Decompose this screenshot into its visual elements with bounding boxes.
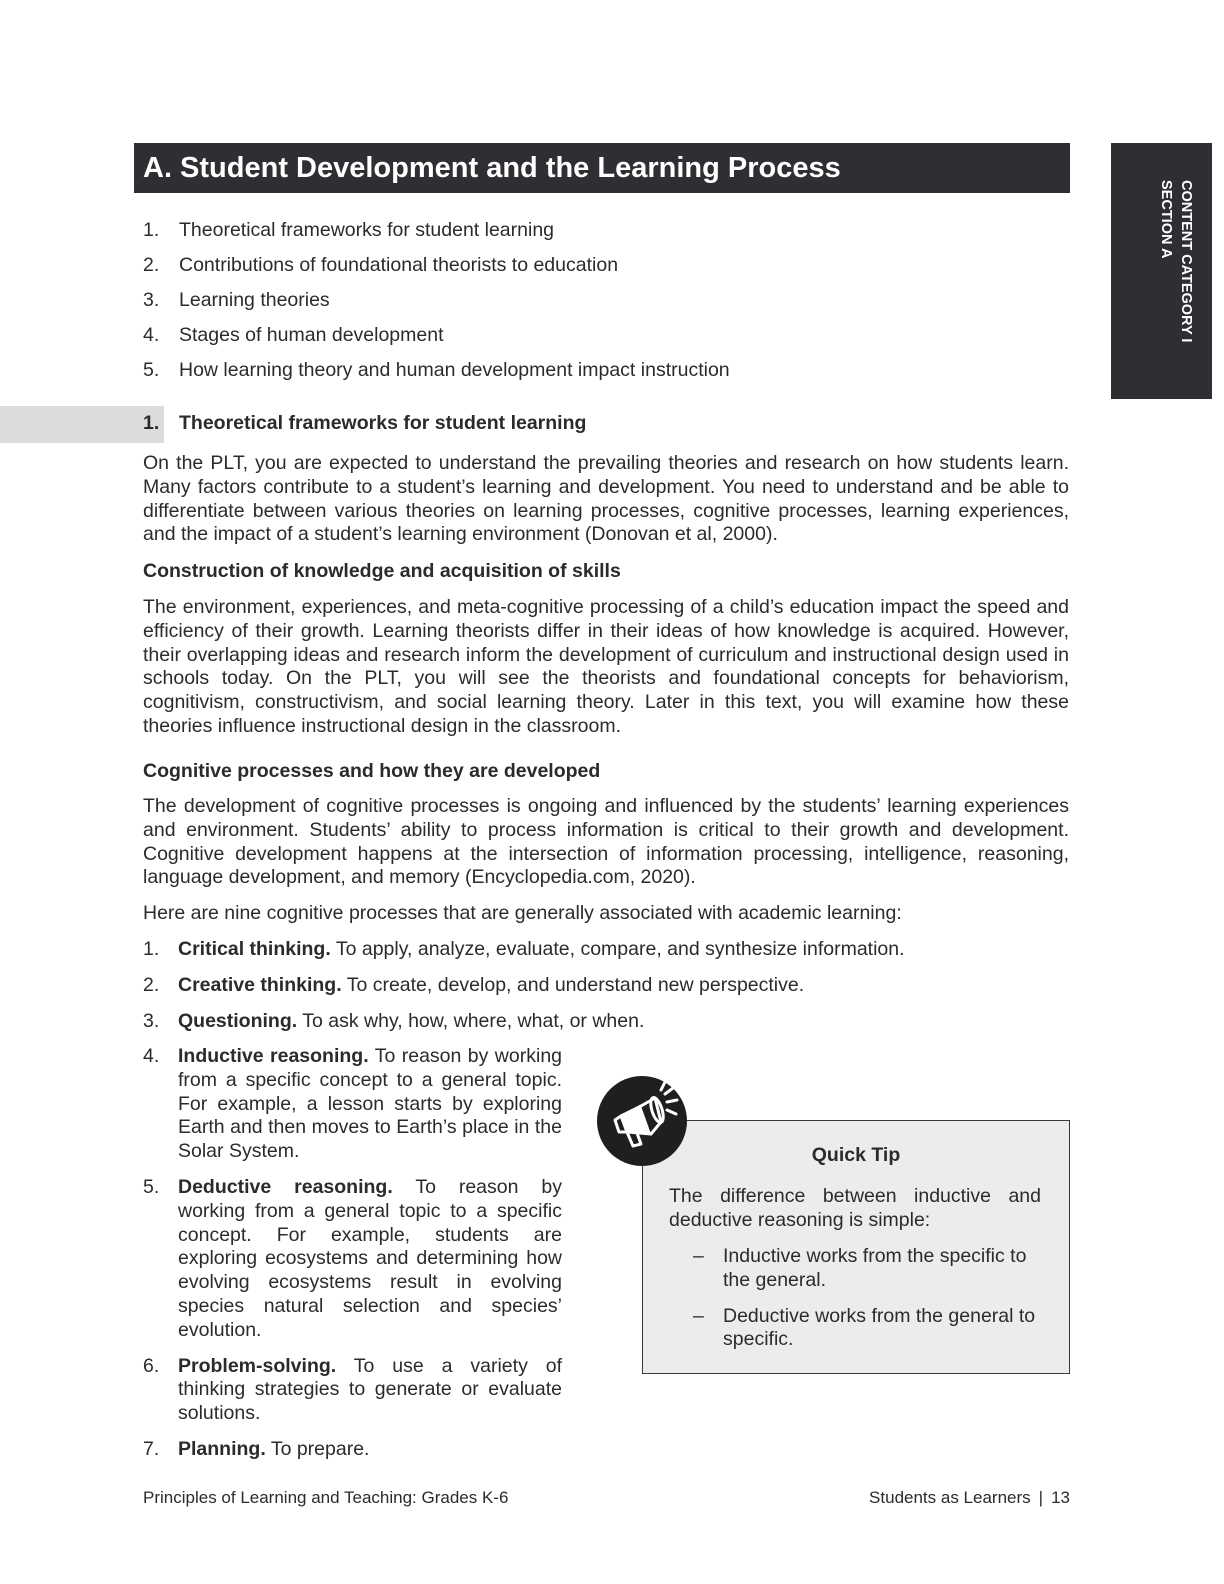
item-number: 1. <box>143 938 160 960</box>
item-term: Planning. <box>178 1437 266 1460</box>
item-number: 7. <box>143 1437 160 1460</box>
outline-item <box>143 356 943 391</box>
subsection-title: Theoretical frameworks for student learning <box>179 412 587 434</box>
quick-tip-title: Quick Tip <box>811 1144 901 1166</box>
item-number: 2. <box>143 973 160 996</box>
intro-paragraph: On the PLT, you are expected to understand the prevailing theories and research on how students learn. Many factors contribute to a student’s learning and development. You need to understand and be able to differentiate between various theories on learning processes, cognitive processes, learning experiences, and the impact of a student’s learning environment (Donovan et al, 2000). <box>143 452 1069 546</box>
item-desc: To use a variety of thinking strategies to generate or evaluate solutions. <box>178 1354 562 1425</box>
outline-item <box>143 251 943 286</box>
outline-number: 2. <box>143 254 160 276</box>
process-list-short <box>143 938 943 1033</box>
cognitive-heading: Cognitive processes and how they are developed <box>143 760 601 782</box>
page-number: 13 <box>1051 1488 1070 1507</box>
item-desc: To reason by working from a general topic to a specific concept. For example, students are exploring ecosystems and determining how evolving ecosystems result in evolving species natural selection and species’ evolution. <box>178 1175 562 1341</box>
item-term: Deductive reasoning. <box>178 1175 393 1198</box>
subsection-number: 1. <box>143 412 160 434</box>
outline-text: Theoretical frameworks for student learning <box>179 219 555 241</box>
item-term: Inductive reasoning. <box>178 1045 369 1067</box>
list-item <box>143 1010 943 1034</box>
item-desc: To apply, analyze, evaluate, compare, and synthesize information. <box>330 938 905 960</box>
cognitive-paragraph: The development of cognitive processes is ongoing and influenced by the students’ learning experiences and environment. Students’ ability to process information is critical to their growth and development. Cognitive development happens at the intersection of information processing, intelligence, reasoning, language development, and memory (Encyclopedia.com, 2020). <box>143 795 1069 889</box>
outline-text: Contributions of foundational theorists to education <box>179 254 619 276</box>
tab-line-category: CONTENT CATEGORY I <box>1178 180 1194 343</box>
list-item <box>143 1438 562 1462</box>
subsection-heading <box>143 408 586 438</box>
item-desc: To prepare. <box>265 1437 370 1460</box>
list-item <box>143 1045 562 1164</box>
item-desc: To create, develop, and understand new perspective. <box>341 973 805 996</box>
item-term: Critical thinking. <box>178 938 331 960</box>
outline-item <box>143 286 943 321</box>
tab-line-section: SECTION A <box>1158 180 1174 259</box>
list-item <box>143 938 943 962</box>
section-title: A. Student Development and the Learning Process <box>134 143 1070 193</box>
bullet-dash: – <box>693 1245 704 1267</box>
item-term: Creative thinking. <box>178 973 342 996</box>
footer-separator: | <box>1038 1488 1044 1507</box>
footer-book-title: Principles of Learning and Teaching: Grades K-6 <box>143 1488 509 1507</box>
bullet-text: Inductive works from the specific to the general. <box>723 1245 1027 1291</box>
outline-number: 3. <box>143 289 160 311</box>
outline-text: How learning theory and human development impact instruction <box>179 359 730 381</box>
quick-tip-bullets <box>669 1245 1041 1364</box>
tip-bullet <box>669 1305 1041 1353</box>
outline-text: Learning theories <box>179 289 330 311</box>
list-item <box>143 1176 562 1343</box>
section-outline <box>143 216 943 391</box>
process-list-long <box>143 1045 562 1462</box>
item-desc: To ask why, how, where, what, or when. <box>297 1009 645 1032</box>
outline-text: Stages of human development <box>179 324 444 346</box>
outline-item <box>143 216 943 251</box>
outline-number: 1. <box>143 219 160 241</box>
list-item <box>143 974 943 998</box>
footer-chapter-title: Students as Learners <box>869 1488 1031 1507</box>
tip-bullet <box>669 1245 1041 1293</box>
process-list-intro: Here are nine cognitive processes that are generally associated with academic learning: <box>143 902 902 924</box>
quick-tip-intro: The difference between inductive and deductive reasoning is simple: <box>669 1185 1041 1231</box>
outline-number: 5. <box>143 359 160 381</box>
subsection-marker <box>0 406 164 443</box>
item-number: 6. <box>143 1354 160 1377</box>
bullet-dash: – <box>693 1304 704 1327</box>
construction-heading: Construction of knowledge and acquisition of skills <box>143 560 621 582</box>
list-item <box>143 1355 562 1426</box>
item-number: 5. <box>143 1175 160 1198</box>
bullet-text: Deductive works from the general to specific. <box>723 1304 1036 1351</box>
construction-paragraph: The environment, experiences, and meta-cognitive processing of a child’s education impact the speed and efficiency of their growth. Learning theorists differ in their ideas of how knowledge is acquired. However, their overlapping ideas and research inform the development of curriculum and instructional design used in schools today. On the PLT, you will see the theorists and foundational concepts for behaviorism, cognitivism, constructivism, and social learning theory. Later in this text, you will examine how these theories influence instructional design in the classroom. <box>143 596 1069 737</box>
item-number: 3. <box>143 1009 160 1032</box>
outline-number: 4. <box>143 324 160 346</box>
outline-item <box>143 321 943 356</box>
item-desc: To reason by working from a specific concept to a general topic. For example, a lesson starts by exploring Earth and then moves to Earth’s place in the Solar System. <box>178 1045 563 1163</box>
content-category-label <box>1156 180 1196 342</box>
item-term: Questioning. <box>178 1009 298 1032</box>
item-number: 4. <box>143 1045 160 1067</box>
footer-chapter <box>869 1487 1070 1509</box>
item-term: Problem-solving. <box>178 1354 337 1377</box>
